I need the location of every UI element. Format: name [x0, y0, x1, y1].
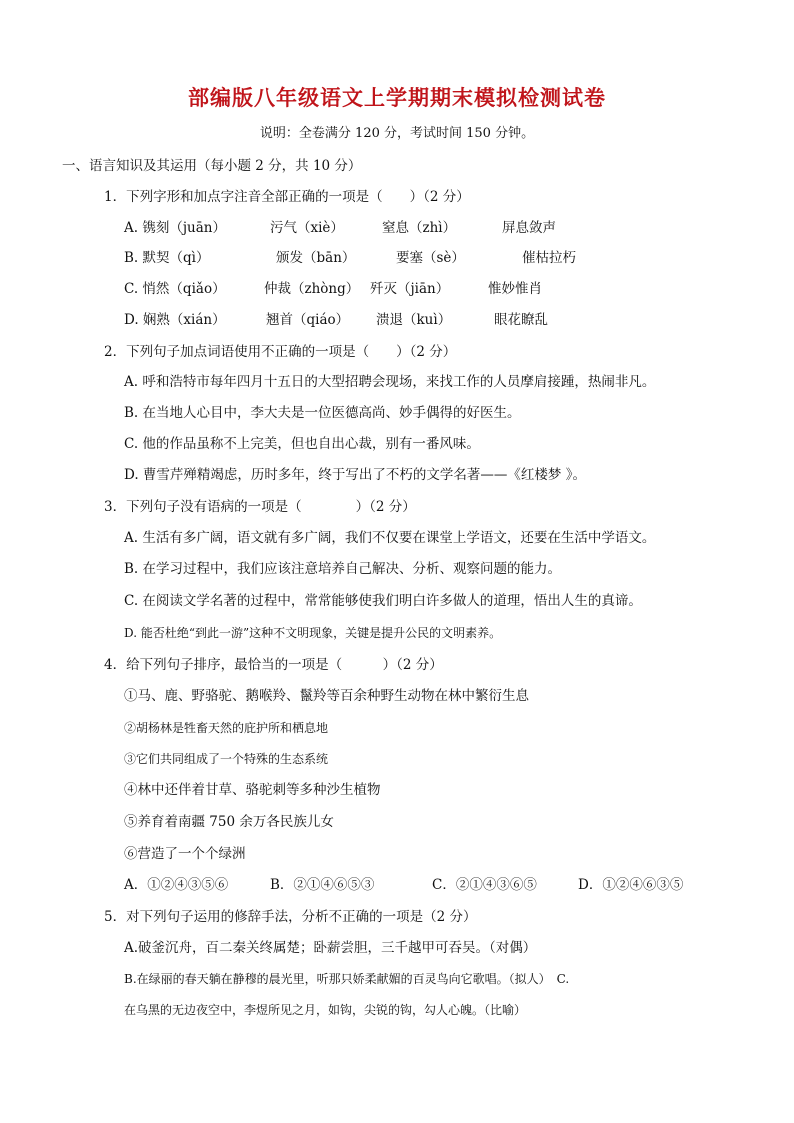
q3-option-c: C. 在阅读文学名著的过程中，常常能够使我们明白许多做人的道理，悟出人生的真谛。: [124, 593, 642, 609]
q1-option-a-2: 污气（xiè）: [270, 220, 344, 236]
q1-option-c-3: 歼灭（jiān）: [370, 281, 450, 297]
q4-sentence-3: ③它们共同组成了一个特殊的生态系统: [124, 752, 329, 766]
q1-option-b-4: 催枯拉朽: [522, 250, 576, 266]
q4-sentence-6: ⑥营造了一个个绿洲: [124, 846, 246, 862]
q2-option-b: B. 在当地人心目中，李大夫是一位医德高尚、妙手偶得的好医生。: [124, 405, 521, 421]
q1-option-b-3: 要塞（sè）: [396, 250, 465, 266]
q1-option-c-1: C. 悄然（qiǎo）: [124, 281, 226, 297]
q4-sentence-5: ⑤养育着南疆 750 余万各民族儿女: [124, 814, 334, 830]
q1-option-b-1: B. 默契（qì）: [124, 250, 210, 266]
q4-sentence-1: ①马、鹿、野骆驼、鹅喉羚、鬣羚等百余种野生动物在林中繁衍生息: [124, 688, 529, 704]
q1-option-d-4: 眼花瞭乱: [494, 312, 548, 328]
q4-option-d: D．①②④⑥③⑤: [578, 877, 684, 893]
question-5-stem: 5．对下列句子运用的修辞手法，分析不正确的一项是（2 分）: [104, 909, 477, 925]
q1-option-a-3: 窒息（zhì）: [382, 220, 457, 236]
q2-option-c: C. 他的作品虽称不上完美，但也自出心裁，别有一番风味。: [124, 436, 480, 452]
question-1-stem: 1．下列字形和加点字注音全部正确的一项是（ ）（2 分）: [104, 189, 470, 205]
q3-option-b: B. 在学习过程中，我们应该注意培养自己解决、分析、观察问题的能力。: [124, 561, 562, 577]
q4-option-b: B．②①④⑥⑤③: [270, 877, 375, 893]
q5-option-a: A.破釜沉舟，百二秦关终属楚；卧薪尝胆，三千越甲可吞吴。（对偶）: [124, 940, 537, 956]
q4-option-a: A．①②④③⑤⑥: [124, 877, 229, 893]
q3-option-a: A. 生活有多广阔，语文就有多广阔，我们不仅要在课堂上学语文，还要在生活中学语文。: [124, 530, 656, 546]
q4-sentence-4: ④林中还伴着甘草、骆驼刺等多种沙生植物: [124, 782, 381, 798]
q1-option-a-1: A. 镌刻（juān）: [124, 220, 226, 236]
section-heading: 一、语言知识及其运用（每小题 2 分，共 10 分）: [62, 158, 362, 174]
question-3-stem: 3．下列句子没有语病的一项是（ ）（2 分）: [104, 499, 416, 515]
page-title: 部编版八年级语文上学期期末模拟检测试卷: [188, 86, 606, 110]
q5-option-c: 在乌黑的无边夜空中，李煜所见之月，如钩，尖锐的钩，勾人心魄。（比喻）: [124, 1003, 527, 1017]
q1-option-d-1: D. 娴熟（xián）: [124, 312, 226, 328]
q3-option-d: D. 能否杜绝“到此一游”这种不文明现象，关键是提升公民的文明素养。: [124, 626, 502, 640]
q4-sentence-2: ②胡杨林是牲畜天然的庇护所和栖息地: [124, 721, 329, 735]
q2-option-a: A. 呼和浩特市每年四月十五日的大型招聘会现场，来找工作的人员摩肩接踵，热闹非凡。: [124, 374, 656, 390]
question-4-stem: 4．给下列句子排序，最恰当的一项是（ ）（2 分）: [104, 657, 443, 673]
q1-option-d-3: 溃退（kuì）: [376, 312, 452, 328]
q1-option-b-2: 颁发（bān）: [276, 250, 356, 266]
q2-option-d: D. 曹雪芹殚精竭虑，历时多年，终于写出了不朽的文学名著——《红楼梦 》。: [124, 467, 586, 483]
q1-option-c-4: 惟妙惟肖: [488, 281, 542, 297]
question-2-stem: 2．下列句子加点词语使用不正确的一项是（ ）（2 分）: [104, 344, 457, 360]
q1-option-d-2: 翘首（qiáo）: [266, 312, 350, 328]
q1-option-c-2: 仲裁（zhòng）: [264, 281, 360, 297]
q5-option-b: B.在绿丽的春天躺在静穆的晨光里，听那只娇柔献媚的百灵鸟向它歌唱。（拟人） C.: [124, 972, 570, 986]
q1-option-a-4: 屏息敛声: [502, 220, 556, 236]
q4-option-c: C．②①④③⑥⑤: [432, 877, 537, 893]
exam-note: 说明：全卷满分 120 分，考试时间 150 分钟。: [259, 126, 535, 141]
